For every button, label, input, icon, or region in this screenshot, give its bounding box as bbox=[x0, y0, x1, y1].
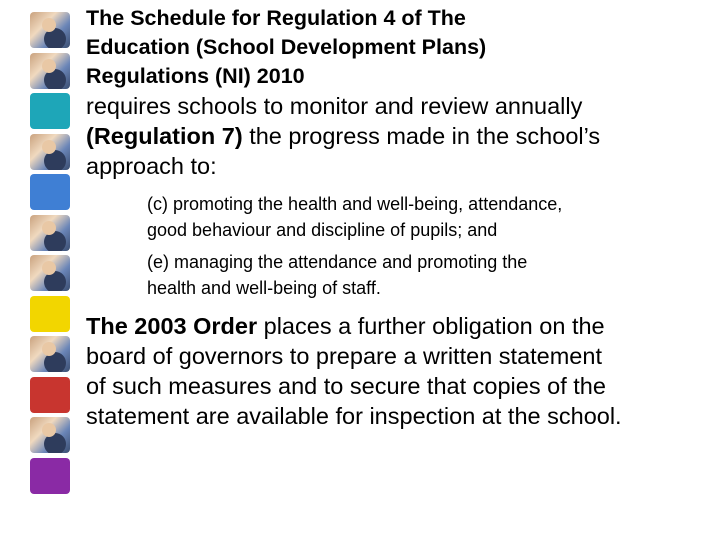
image-tile bbox=[30, 336, 70, 372]
para-text: the progress made in the school’s bbox=[242, 123, 601, 149]
paragraph-requirement bbox=[86, 91, 720, 181]
sub-item-line: (c) promoting the health and well-being, attendance, bbox=[147, 194, 563, 214]
sub-items bbox=[147, 191, 720, 301]
para-line: approach to: bbox=[86, 153, 217, 179]
color-tile bbox=[30, 93, 70, 129]
image-tile bbox=[30, 417, 70, 453]
sub-item-c bbox=[147, 191, 720, 243]
paragraph-order bbox=[86, 311, 720, 431]
slide-heading bbox=[86, 4, 720, 91]
para-line: requires schools to monitor and review annually bbox=[86, 93, 583, 119]
regulation-ref: (Regulation 7) bbox=[86, 123, 243, 149]
color-tile bbox=[30, 377, 70, 413]
sub-item-line: health and well-being of staff. bbox=[147, 278, 381, 298]
para-line: statement are available for inspection at the school. bbox=[86, 403, 622, 429]
para-line: board of governors to prepare a written statement bbox=[86, 343, 602, 369]
para-line: of such measures and to secure that copies of the bbox=[86, 373, 606, 399]
image-tile bbox=[30, 12, 70, 48]
image-tile bbox=[30, 255, 70, 291]
color-tile bbox=[30, 174, 70, 210]
para-line bbox=[86, 121, 720, 151]
order-ref: The 2003 Order bbox=[86, 313, 258, 339]
image-strip bbox=[30, 12, 72, 498]
heading-line: Regulations (NI) 2010 bbox=[86, 64, 305, 88]
sub-item-line: good behaviour and discipline of pupils; and bbox=[147, 220, 498, 240]
para-text: places a further obligation on the bbox=[257, 313, 605, 339]
image-tile bbox=[30, 134, 70, 170]
image-tile bbox=[30, 53, 70, 89]
sub-item-line: (e) managing the attendance and promoting the bbox=[147, 252, 528, 272]
heading-line: The Schedule for Regulation 4 of The bbox=[86, 6, 466, 30]
slide-content bbox=[86, 4, 720, 431]
image-tile bbox=[30, 215, 70, 251]
para-line bbox=[86, 311, 720, 341]
color-tile bbox=[30, 458, 70, 494]
color-tile bbox=[30, 296, 70, 332]
heading-line: Education (School Development Plans) bbox=[86, 35, 487, 59]
sub-item-e bbox=[147, 249, 720, 301]
